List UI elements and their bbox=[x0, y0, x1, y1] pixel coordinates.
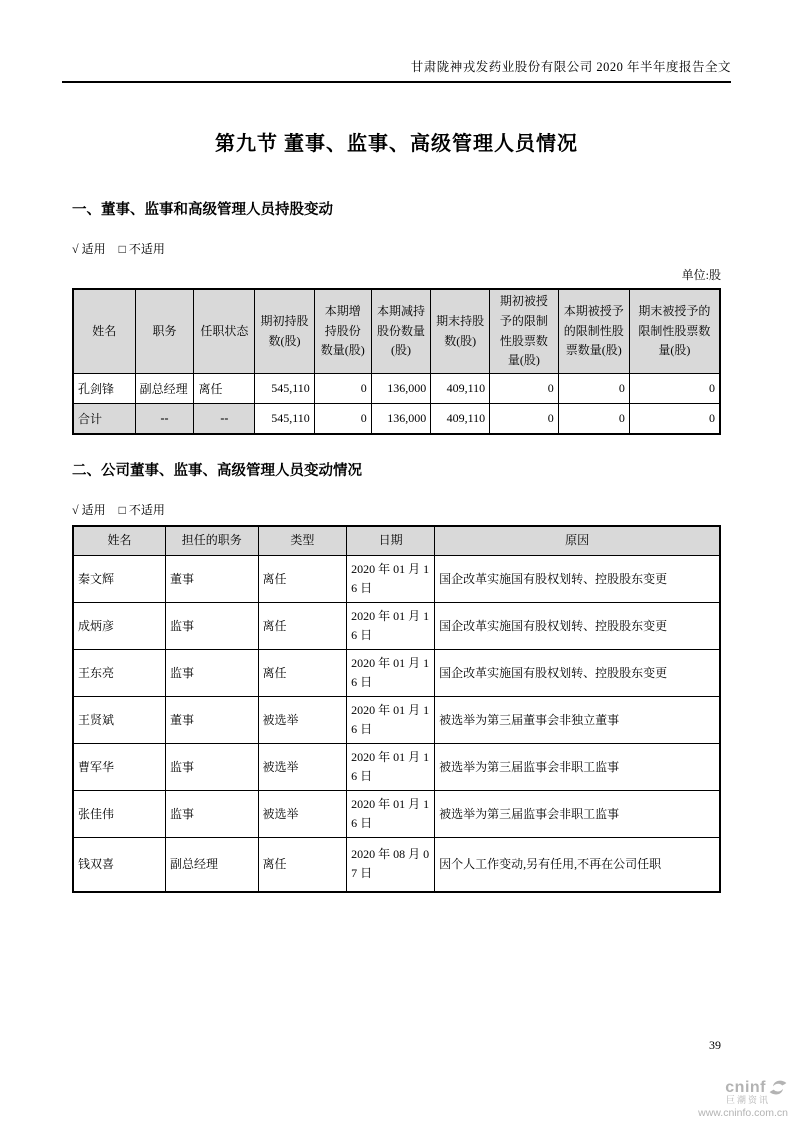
cell-reason: 国企改革实施国有股权划转、控股股东变更 bbox=[435, 556, 720, 603]
col-header-status: 任职状态 bbox=[194, 289, 255, 374]
report-header-text: 甘肃陇神戎发药业股份有限公司 2020 年半年度报告全文 bbox=[410, 60, 731, 74]
cell-status: 离任 bbox=[194, 374, 255, 404]
table-total-row bbox=[73, 404, 720, 434]
cell-name: 钱双喜 bbox=[73, 838, 166, 892]
cell-name: 王贤斌 bbox=[73, 697, 166, 744]
cell-date: 2020 年 01 月 16 日 bbox=[347, 603, 435, 650]
col-header-end-restricted: 期末被授予的限制性股票数量(股) bbox=[629, 289, 720, 374]
shareholding-change-table bbox=[72, 288, 721, 435]
cell-period-restricted: 0 bbox=[558, 374, 629, 404]
col-header-position-held: 担任的职务 bbox=[166, 526, 259, 556]
cell-end-shares: 409,110 bbox=[431, 374, 490, 404]
cell-position: 董事 bbox=[166, 556, 259, 603]
cell-date: 2020 年 01 月 16 日 bbox=[347, 744, 435, 791]
cell-begin-restricted: 0 bbox=[490, 374, 559, 404]
cell-total-begin-shares: 545,110 bbox=[255, 404, 315, 434]
table-row bbox=[73, 791, 720, 838]
cell-reason: 被选举为第三届监事会非职工监事 bbox=[435, 791, 720, 838]
cell-total-position: -- bbox=[135, 404, 194, 434]
cell-reason: 被选举为第三届董事会非独立董事 bbox=[435, 697, 720, 744]
cell-type: 离任 bbox=[258, 838, 347, 892]
table-header-row bbox=[73, 289, 720, 374]
table-row bbox=[73, 697, 720, 744]
cell-total-period-restricted: 0 bbox=[558, 404, 629, 434]
cell-type: 被选举 bbox=[258, 744, 347, 791]
cell-position: 监事 bbox=[166, 650, 259, 697]
cell-name: 王东亮 bbox=[73, 650, 166, 697]
cninfo-logo-subtext: 巨潮资讯 bbox=[725, 1095, 770, 1105]
cell-decrease: 136,000 bbox=[371, 374, 431, 404]
cell-name: 成炳彦 bbox=[73, 603, 166, 650]
table-row bbox=[73, 603, 720, 650]
cell-date: 2020 年 08 月 07 日 bbox=[347, 838, 435, 892]
cninfo-logo-text: cninf bbox=[725, 1079, 766, 1097]
cell-increase: 0 bbox=[314, 374, 371, 404]
cell-total-label: 合计 bbox=[73, 404, 135, 434]
cell-total-increase: 0 bbox=[314, 404, 371, 434]
col-header-decrease: 本期减持股份数量(股) bbox=[371, 289, 431, 374]
cell-reason: 因个人工作变动,另有任用,不再在公司任职 bbox=[435, 838, 720, 892]
cell-type: 离任 bbox=[258, 603, 347, 650]
table-row bbox=[73, 556, 720, 603]
cell-name: 秦文辉 bbox=[73, 556, 166, 603]
cell-type: 离任 bbox=[258, 556, 347, 603]
cell-reason: 国企改革实施国有股权划转、控股股东变更 bbox=[435, 650, 720, 697]
cell-type: 离任 bbox=[258, 650, 347, 697]
section1-applicability bbox=[72, 240, 721, 257]
col-header-increase: 本期增持股份数量(股) bbox=[314, 289, 371, 374]
cell-position: 副总经理 bbox=[135, 374, 194, 404]
cell-type: 被选举 bbox=[258, 791, 347, 838]
table-row bbox=[73, 744, 720, 791]
cell-total-decrease: 136,000 bbox=[371, 404, 431, 434]
cell-reason: 国企改革实施国有股权划转、控股股东变更 bbox=[435, 603, 720, 650]
cell-position: 监事 bbox=[166, 744, 259, 791]
applicable-checkmark: √ 适用 bbox=[72, 502, 106, 517]
cell-end-restricted: 0 bbox=[629, 374, 720, 404]
cell-name: 孔剑锋 bbox=[73, 374, 135, 404]
section1-heading: 一、董事、监事和高级管理人员持股变动 bbox=[72, 202, 333, 218]
table-row bbox=[73, 650, 720, 697]
not-applicable-checkbox: □ 不适用 bbox=[118, 502, 165, 517]
cell-position: 监事 bbox=[166, 603, 259, 650]
col-header-reason: 原因 bbox=[435, 526, 720, 556]
cell-total-end-shares: 409,110 bbox=[431, 404, 490, 434]
col-header-date: 日期 bbox=[347, 526, 435, 556]
table-row bbox=[73, 838, 720, 892]
col-header-end-shares: 期末持股数(股) bbox=[431, 289, 490, 374]
cell-name: 张佳伟 bbox=[73, 791, 166, 838]
table-header-row bbox=[73, 526, 720, 556]
col-header-begin-shares: 期初持股数(股) bbox=[255, 289, 315, 374]
col-header-position: 职务 bbox=[135, 289, 194, 374]
cell-type: 被选举 bbox=[258, 697, 347, 744]
section-title: 第九节 董事、监事、高级管理人员情况 bbox=[215, 133, 578, 155]
unit-label: 单位:股 bbox=[681, 268, 721, 282]
personnel-change-table bbox=[72, 525, 721, 893]
section2-heading: 二、公司董事、监事、高级管理人员变动情况 bbox=[72, 462, 362, 479]
cell-position: 董事 bbox=[166, 697, 259, 744]
cell-reason: 被选举为第三届监事会非职工监事 bbox=[435, 744, 720, 791]
cell-total-status: -- bbox=[194, 404, 255, 434]
page-content bbox=[72, 127, 721, 893]
cell-total-begin-restricted: 0 bbox=[490, 404, 559, 434]
cell-position: 副总经理 bbox=[166, 838, 259, 892]
cninfo-logo bbox=[684, 1078, 788, 1119]
not-applicable-checkbox: □ 不适用 bbox=[118, 242, 165, 256]
col-header-begin-restricted: 期初被授予的限制性股票数量(股) bbox=[490, 289, 559, 374]
cell-date: 2020 年 01 月 16 日 bbox=[347, 650, 435, 697]
col-header-period-restricted: 本期被授予的限制性股票数量(股) bbox=[558, 289, 629, 374]
cell-date: 2020 年 01 月 16 日 bbox=[347, 556, 435, 603]
cell-date: 2020 年 01 月 16 日 bbox=[347, 791, 435, 838]
section2-applicability bbox=[72, 501, 721, 518]
cell-date: 2020 年 01 月 16 日 bbox=[347, 697, 435, 744]
cell-position: 监事 bbox=[166, 791, 259, 838]
col-header-name: 姓名 bbox=[73, 526, 166, 556]
cninfo-logo-url: www.cninfo.com.cn bbox=[698, 1106, 788, 1119]
table-row bbox=[73, 374, 720, 404]
col-header-type: 类型 bbox=[258, 526, 347, 556]
cninfo-swirl-icon bbox=[768, 1078, 788, 1098]
report-header bbox=[62, 0, 731, 83]
cell-name: 曹军华 bbox=[73, 744, 166, 791]
col-header-name: 姓名 bbox=[73, 289, 135, 374]
cell-total-end-restricted: 0 bbox=[629, 404, 720, 434]
page-number: 39 bbox=[709, 1038, 721, 1052]
cell-begin-shares: 545,110 bbox=[255, 374, 315, 404]
applicable-checkmark: √ 适用 bbox=[72, 242, 106, 256]
